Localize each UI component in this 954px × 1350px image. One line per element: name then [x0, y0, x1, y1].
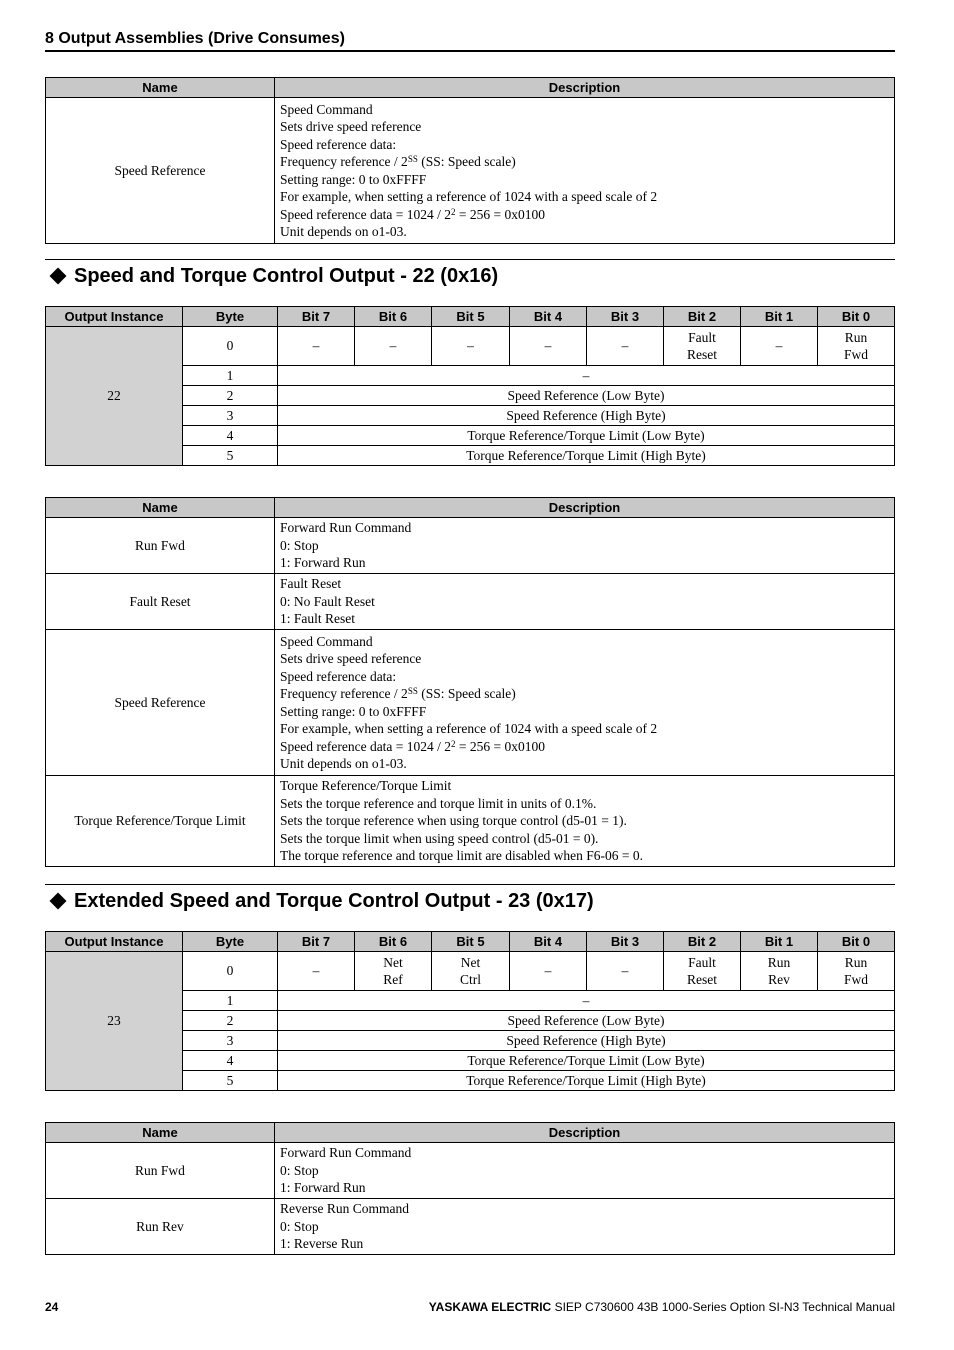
column-header: Bit 1: [741, 932, 818, 952]
bit-descriptions-table-23: [45, 1122, 895, 1255]
speed-reference-table: [45, 77, 895, 244]
row-name: Run Rev: [46, 1199, 275, 1255]
output-instance-cell: 23: [46, 952, 183, 1091]
byte-cell: 0: [183, 327, 278, 366]
row-description: Forward Run Command 0: Stop 1: Forward Run: [275, 1143, 895, 1199]
byte-cell: 3: [183, 406, 278, 426]
byte-cell: 1: [183, 366, 278, 386]
section-title-23: Extended Speed and Torque Control Output - 23 (0x17): [45, 884, 895, 913]
column-header: Bit 3: [587, 932, 664, 952]
byte-desc: Torque Reference/Torque Limit (Low Byte): [278, 426, 895, 446]
column-header: Bit 6: [355, 307, 432, 327]
bit-cell: –: [278, 327, 355, 366]
byte-desc: Speed Reference (High Byte): [278, 406, 895, 426]
byte-cell: 0: [183, 952, 278, 991]
column-header: Bit 2: [664, 932, 741, 952]
bit-cell: Run Fwd: [818, 327, 895, 366]
byte-cell: 1: [183, 991, 278, 1011]
byte-cell: 5: [183, 446, 278, 466]
row-description: Forward Run Command 0: Stop 1: Forward Run: [275, 518, 895, 574]
section-title-22: Speed and Torque Control Output - 22 (0x16): [45, 259, 895, 288]
byte-cell: 2: [183, 1011, 278, 1031]
byte-cell: 2: [183, 386, 278, 406]
bits-table-23: [45, 931, 895, 1091]
description-header: Description: [275, 498, 895, 518]
byte-cell: 4: [183, 426, 278, 446]
column-header: Bit 0: [818, 932, 895, 952]
output-instance-cell: 22: [46, 327, 183, 466]
column-header: Bit 5: [432, 307, 510, 327]
row-description: Speed Command Sets drive speed reference Speed reference data: Frequency reference / $2^{SS}$ (SS: Speed scale) Setting range: 0 to 0xFFFF For example, when setting a reference of 1024 with a speed scale of 2 Speed reference data = $1024 / 2^2 = 256 = 0x0100$ Unit depends on o1-03.: [275, 98, 895, 244]
bit-cell: –: [278, 952, 355, 991]
row-name: Fault Reset: [46, 574, 275, 630]
byte-desc: Speed Reference (Low Byte): [278, 386, 895, 406]
column-header: Bit 5: [432, 932, 510, 952]
column-header: Bit 0: [818, 307, 895, 327]
column-header: Output Instance: [46, 932, 183, 952]
column-header: Bit 7: [278, 307, 355, 327]
byte-desc: –: [278, 366, 895, 386]
bit-cell: –: [510, 327, 587, 366]
row-description: Fault Reset 0: No Fault Reset 1: Fault Reset: [275, 574, 895, 630]
name-header: Name: [46, 498, 275, 518]
column-header: Byte: [183, 932, 278, 952]
description-header: Description: [275, 1123, 895, 1143]
byte-desc: Speed Reference (Low Byte): [278, 1011, 895, 1031]
description-header: Description: [275, 78, 895, 98]
column-header: Byte: [183, 307, 278, 327]
column-header: Bit 4: [510, 932, 587, 952]
row-name: Torque Reference/Torque Limit: [46, 776, 275, 867]
row-name: Run Fwd: [46, 1143, 275, 1199]
diamond-icon: [50, 267, 67, 284]
row-description: Speed Command Sets drive speed reference Speed reference data: Frequency reference / $2^{SS}$ (SS: Speed scale) Setting range: 0 to 0xFFFF For example, when setting a reference of 1024 with a speed scale of 2 Speed reference data = $1024 / 2^2 = 256 = 0x0100$ Unit depends on o1-03.: [275, 630, 895, 776]
bit-cell: –: [432, 327, 510, 366]
bits-table-22: [45, 306, 895, 466]
column-header: Bit 1: [741, 307, 818, 327]
row-name: Speed Reference: [46, 630, 275, 776]
column-header: Bit 7: [278, 932, 355, 952]
footer-doc-title: YASKAWA ELECTRIC SIEP C730600 43B 1000-Series Option SI-N3 Technical Manual: [428, 1300, 895, 1314]
name-header: Name: [46, 78, 275, 98]
bit-cell: Fault Reset: [664, 952, 741, 991]
byte-cell: 3: [183, 1031, 278, 1051]
bit-cell: –: [741, 327, 818, 366]
column-header: Bit 3: [587, 307, 664, 327]
bit-cell: Net Ref: [355, 952, 432, 991]
name-header: Name: [46, 1123, 275, 1143]
bit-cell: –: [510, 952, 587, 991]
page-number: 24: [45, 1300, 59, 1314]
bit-cell: –: [355, 327, 432, 366]
byte-cell: 4: [183, 1051, 278, 1071]
byte-desc: –: [278, 991, 895, 1011]
column-header: Bit 2: [664, 307, 741, 327]
diamond-icon: [50, 892, 67, 909]
row-description: Reverse Run Command 0: Stop 1: Reverse Run: [275, 1199, 895, 1255]
bit-cell: Net Ctrl: [432, 952, 510, 991]
column-header: Bit 6: [355, 932, 432, 952]
byte-cell: 5: [183, 1071, 278, 1091]
bit-cell: –: [587, 952, 664, 991]
bit-cell: Fault Reset: [664, 327, 741, 366]
row-name: Run Fwd: [46, 518, 275, 574]
column-header: Output Instance: [46, 307, 183, 327]
byte-desc: Torque Reference/Torque Limit (High Byte): [278, 1071, 895, 1091]
byte-desc: Speed Reference (High Byte): [278, 1031, 895, 1051]
bit-cell: –: [587, 327, 664, 366]
column-header: Bit 4: [510, 307, 587, 327]
bit-cell: Run Fwd: [818, 952, 895, 991]
page-header: 8 Output Assemblies (Drive Consumes): [45, 30, 895, 52]
byte-desc: Torque Reference/Torque Limit (Low Byte): [278, 1051, 895, 1071]
byte-desc: Torque Reference/Torque Limit (High Byte): [278, 446, 895, 466]
row-name: Speed Reference: [46, 98, 275, 244]
row-description: Torque Reference/Torque Limit Sets the torque reference and torque limit in units of 0.1%. Sets the torque reference when using torque control (d5-01 = 1). Sets the torque limit when using speed control (d5-01 = 0). The torque reference and torque limit are disabled when F6-06 = 0.: [275, 776, 895, 867]
bit-descriptions-table-22: [45, 497, 895, 867]
bit-cell: Run Rev: [741, 952, 818, 991]
